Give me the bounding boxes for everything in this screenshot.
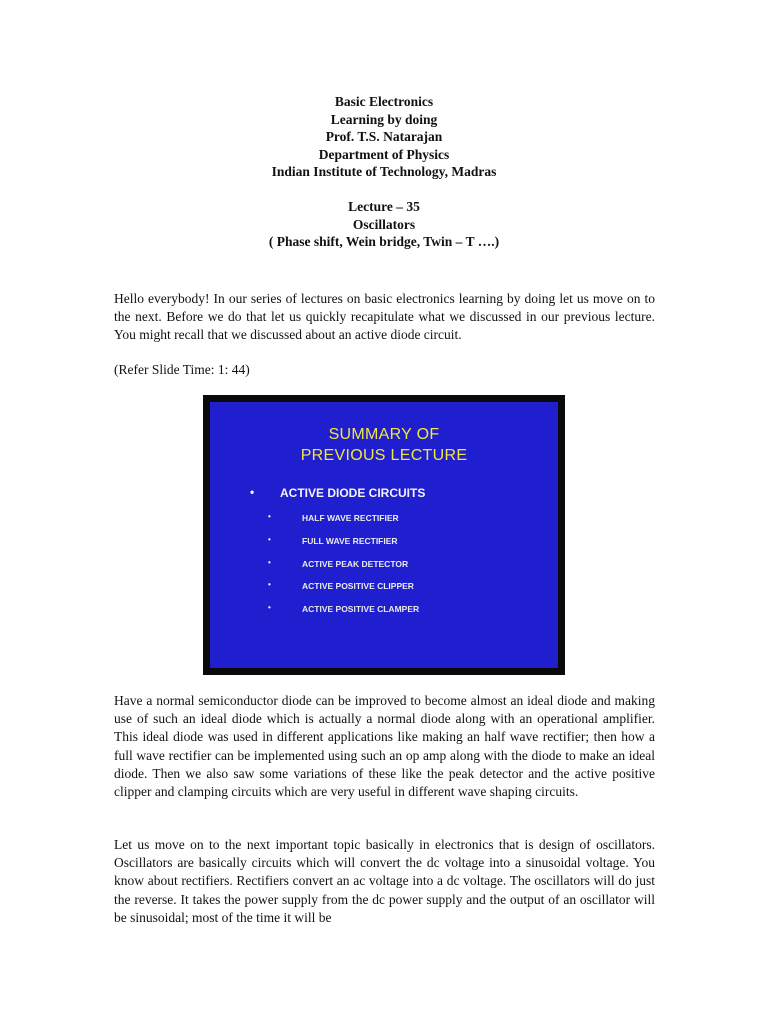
oscillators-paragraph: Let us move on to the next important topic basically in electronics that is design of oscillators. Oscillators are basically circuits which will convert the dc voltage into a sinusoidal voltage. You know about rectifiers. Rectifiers convert an ac voltage into a dc voltage. The oscillators will do just the reverse. It takes the power supply from the dc power supply and the output of an oscillator will be sinusoidal; most of the time it will be bbox=[114, 837, 655, 925]
bullet-icon: • bbox=[268, 557, 271, 567]
course-subtitle: Learning by doing bbox=[330, 111, 438, 127]
intro-paragraph: Hello everybody! In our series of lectures on basic electronics learning by doing let us move on to the next. Before we do that let us quickly recapitulate what we discussed in our previous lecture. You might recall that we discussed about an active diode circuit. bbox=[114, 291, 655, 343]
bullet-icon: • bbox=[250, 485, 255, 499]
department: Department of Physics bbox=[318, 146, 450, 162]
header-spacer bbox=[0, 181, 768, 199]
bullet-icon: • bbox=[268, 534, 271, 544]
slide-main-bullet-text: ACTIVE DIODE CIRCUITS bbox=[280, 486, 426, 500]
lecture-number: Lecture – 35 bbox=[348, 199, 420, 214]
document-header bbox=[0, 93, 768, 251]
slide-title-line2: PREVIOUS LECTURE bbox=[300, 447, 468, 464]
professor-name: Prof. T.S. Natarajan bbox=[325, 129, 443, 144]
lecture-topic: Oscillators bbox=[352, 216, 416, 232]
institute: Indian Institute of Technology, Madras bbox=[271, 164, 497, 179]
bullet-icon: • bbox=[268, 512, 271, 521]
bullet-icon: • bbox=[268, 580, 271, 590]
summary-paragraph: Have a normal semiconductor diode can be improved to become almost an ideal diode and making use of such an ideal diode which is actually a normal diode along with an operational amplifier. This ideal diode was used in different applications like making an half wave rectifier; then how a full wave rectifier can be implemented using such an op amp along with the diode to make an ideal diode. Then we also saw some variations of these like the peak detector and the active positive clipper and clamping circuits which are very useful in different wave shaping circuits. bbox=[114, 693, 655, 800]
course-title: Basic Electronics bbox=[334, 94, 434, 109]
slide-title bbox=[210, 424, 558, 466]
slide-screen: SUMMARY OF PREVIOUS LECTURE • ACTIVE DIODE CIRCUITS • HALF WAVE RECTIFIER • FULL WAVE RECTIFIER • ACTIVE PEAK DETECTOR • ACTIVE POSITIVE CLIPPER • ACTIVE POSITIVE CLAMPER bbox=[210, 402, 558, 668]
lecture-subtopic: ( Phase shift, Wein bridge, Twin – T ….) bbox=[268, 234, 500, 249]
bullet-icon: • bbox=[268, 603, 271, 613]
lecture-slide-image bbox=[203, 395, 565, 675]
slide-reference: (Refer Slide Time: 1: 44) bbox=[114, 362, 250, 377]
slide-title-line1: SUMMARY OF bbox=[328, 426, 440, 443]
